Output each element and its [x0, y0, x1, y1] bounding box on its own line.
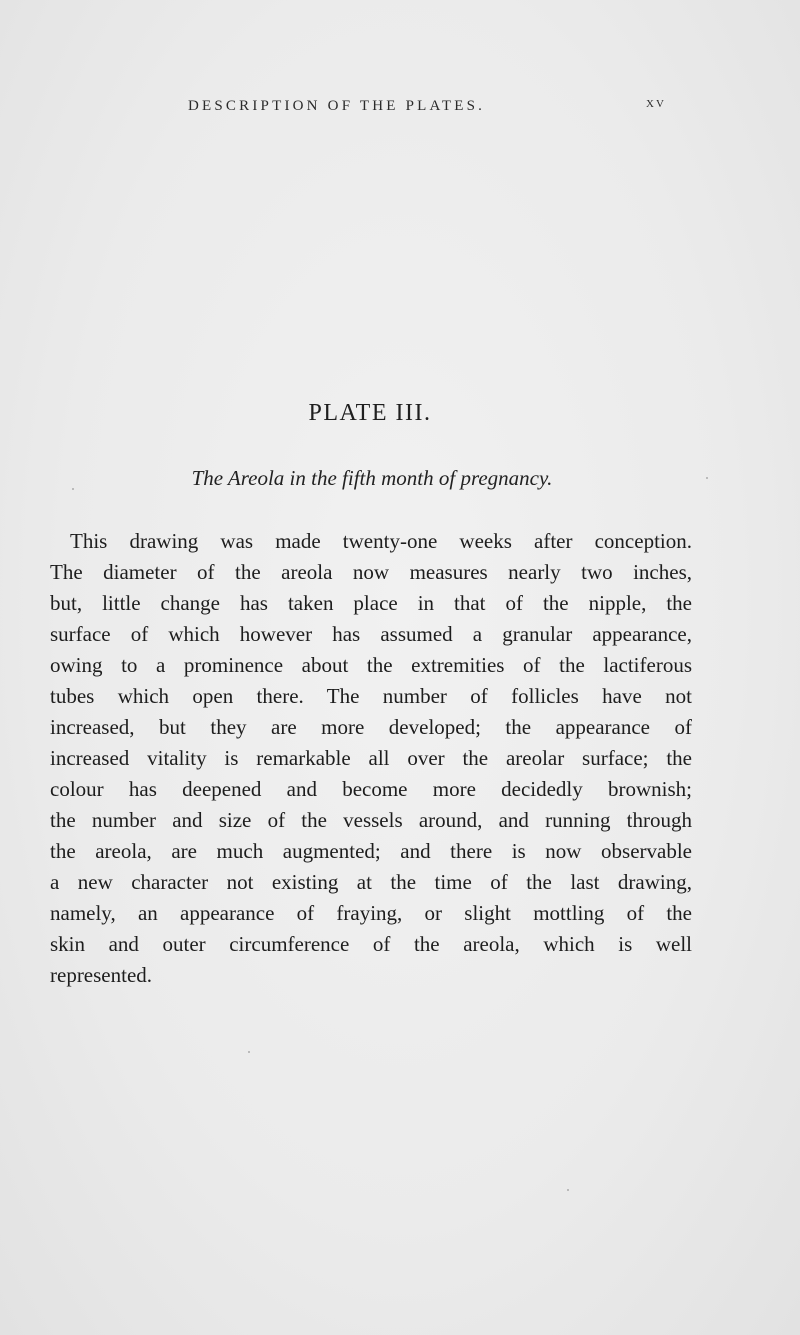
plate-subtitle: The Areola in the fifth month of pregnancy. — [191, 466, 553, 490]
plate-title: PLATE III. — [308, 400, 432, 426]
running-head: DESCRIPTION OF THE PLATES. — [188, 98, 486, 114]
paper-speck — [706, 477, 708, 479]
body-line: a new character not existing at the time of the last drawing, — [50, 870, 692, 894]
body-line: namely, an appearance of fraying, or slight mottling of the — [50, 901, 692, 925]
body-line: skin and outer circumference of the areola, which is well — [50, 932, 692, 956]
body-line: This drawing was made twenty-one weeks after conception. — [70, 529, 692, 553]
paper-speck — [567, 1189, 569, 1191]
body-line: increased, but they are more developed; the appearance of — [50, 715, 692, 739]
body-line: but, little change has taken place in that of the nipple, the — [50, 591, 692, 615]
body-paragraph — [50, 526, 692, 991]
paper-speck — [72, 488, 74, 490]
body-line: the number and size of the vessels around, and running through — [50, 808, 692, 832]
body-line: represented. — [50, 963, 153, 987]
body-line: colour has deepened and become more decidedly brownish; — [50, 777, 692, 801]
body-line: the areola, are much augmented; and there is now observable — [50, 839, 692, 863]
body-line: The diameter of the areola now measures nearly two inches, — [50, 560, 692, 584]
body-line: owing to a prominence about the extremities of the lactiferous — [50, 653, 692, 677]
body-line: increased vitality is remarkable all over the areolar surface; the — [50, 746, 692, 770]
body-line: tubes which open there. The number of follicles have not — [50, 684, 692, 708]
body-line: surface of which however has assumed a granular appearance, — [50, 622, 692, 646]
paper-speck — [248, 1051, 250, 1053]
page-number: xv — [646, 94, 666, 111]
